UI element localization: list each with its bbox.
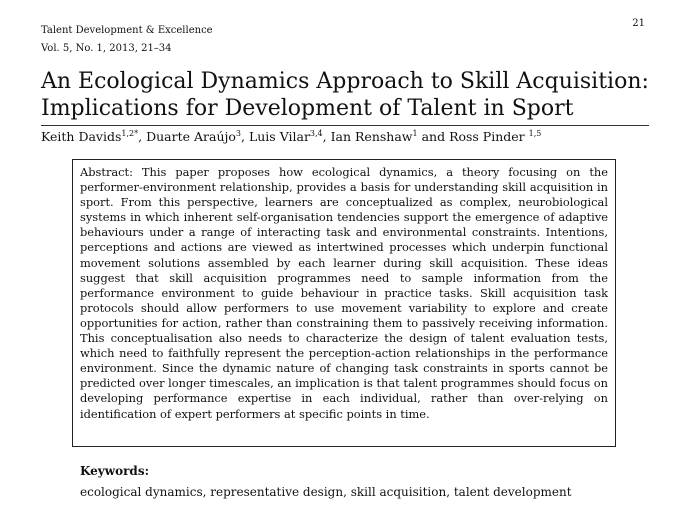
paper-title (41, 68, 656, 122)
author-separator: , (241, 129, 249, 144)
keywords-list: ecological dynamics, representative design, skill acquisition, talent development (80, 485, 572, 499)
author-affiliation: 1,2* (121, 129, 139, 138)
author-affiliation: 1,5 (528, 129, 542, 138)
author-separator: , (322, 129, 331, 144)
abstract-text: Abstract: This paper proposes how ecological dynamics, a theory focusing on the performer-environment relationship, provides a basis for understanding skill acquisition in sport. From this perspective, learners are conceptualized as complex, neurobiological systems in which inherent self-organisation tendencies support the emergence of adaptive behaviours under a range of interacting task and environmental constraints. Intentions, perceptions and actions are viewed as intertwined processes which underpin functional movement solutions assembled by each learner during skill acquisition. These ideas suggest that skill acquisition programmes need to sample information from the performance environment to guide behaviour in practice tasks. Skill acquisition task protocols should allow performers to use movement variability to explore and create opportunities for action, rather than constraining them to passively receiving information. This conceptualisation also needs to characterize the design of talent evaluation tests, which need to faithfully represent the perception-action relationships in the performance environment. Since the dynamic nature of changing task constraints in sports cannot be predicted over longer timescales, an implication is that talent programmes should focus on developing performance expertise in each individual, rather than over-relying on identification of expert performers at specific points in time. (80, 165, 608, 421)
author-separator: and (417, 129, 450, 144)
author: Ian Renshaw (330, 129, 413, 144)
author-affiliation: 3,4 (309, 129, 323, 138)
author: Ross Pinder (449, 129, 529, 144)
author-list (41, 129, 541, 145)
author: Duarte Araújo (146, 129, 236, 144)
author-separator: , (138, 129, 147, 144)
journal-name: Talent Development & Excellence (41, 25, 213, 36)
paper-title-line-1: An Ecological Dynamics Approach to Skill Acquisition: (41, 69, 649, 94)
author-affiliation: 1 (412, 129, 418, 138)
paper-title-line-2: Implications for Development of Talent in Sport (41, 96, 574, 121)
title-rule (41, 125, 649, 126)
page-number: 21 (632, 18, 645, 29)
author: Keith Davids (41, 129, 122, 144)
author-affiliation: 3 (235, 129, 241, 138)
journal-volume: Vol. 5, No. 1, 2013, 21–34 (41, 43, 172, 54)
abstract-box (72, 159, 616, 447)
keywords-label: Keywords: (80, 464, 150, 478)
author: Luis Vilar (248, 129, 310, 144)
